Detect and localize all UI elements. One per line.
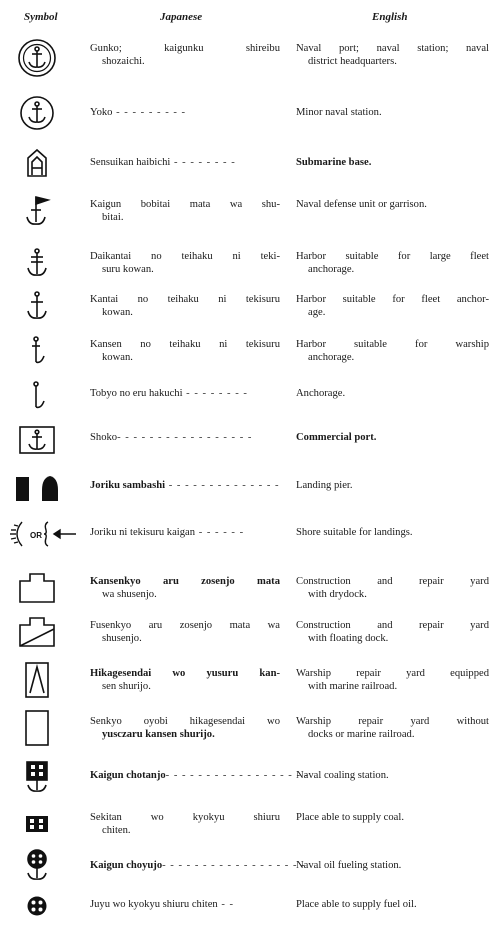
english-term: Naval coaling station. (296, 770, 389, 781)
english-term-continued: age. (308, 306, 326, 318)
english-term: Landing pier. (296, 480, 353, 491)
legend-row (0, 95, 500, 131)
legend-row (0, 516, 500, 552)
english-term: Harbor suitable for fleet anchor- (296, 294, 489, 305)
legend-row (0, 470, 500, 506)
symbol-column-header: Symbol (24, 11, 58, 23)
naval-port-icon (12, 40, 62, 76)
legend-row (0, 145, 500, 181)
legend-row (0, 614, 500, 650)
english-term: Place able to supply coal. (296, 812, 404, 823)
english-term: Warship repair yard equipped (296, 668, 489, 679)
marine-railroad-yard-icon (12, 660, 62, 700)
english-term-continued: district headquarters. (308, 55, 397, 67)
english-term-continued: with floating dock. (308, 632, 389, 644)
japanese-term: Joriku ni tekisuru kaigan - - - - - - (90, 527, 245, 538)
japanese-term: Senkyo oyobi hikagesendai wo (90, 716, 280, 727)
english-term: Commercial port. (296, 432, 377, 443)
japanese-term: Yoko - - - - - - - - - (90, 107, 187, 118)
japanese-term: Kansen no teihaku ni tekisuru (90, 339, 280, 350)
japanese-term: Hikagesendai wo yusuru kan- (90, 668, 280, 679)
simple-anchor-icon (12, 378, 62, 414)
floating-dock-yard-icon (12, 614, 62, 650)
japanese-term: Sensuikan haibichi - - - - - - - - (90, 157, 236, 168)
legend-row (0, 193, 500, 229)
english-term: Warship repair yard without (296, 716, 489, 727)
legend-row (0, 245, 500, 281)
english-term: Construction and repair yard (296, 576, 489, 587)
japanese-term-continued: bitai. (102, 211, 124, 223)
japanese-term: Sekitan wo kyokyu shiuru (90, 812, 280, 823)
drydock-yard-icon (12, 570, 62, 606)
japanese-term-continued: kowan. (102, 306, 133, 318)
coal-supply-icon (12, 806, 62, 842)
japanese-term-continued: wa shusenjo. (102, 588, 157, 600)
legend-row (0, 848, 500, 884)
table-header (0, 8, 500, 26)
legend-row (0, 333, 500, 369)
legend-row (0, 760, 500, 796)
boxed-anchor-icon (12, 422, 62, 458)
japanese-term-continued: sen shurijo. (102, 680, 151, 692)
japanese-term: Kansenkyo aru zosenjo mata (90, 576, 280, 587)
english-term: Submarine base. (296, 157, 372, 168)
legend-row (0, 806, 500, 842)
english-term: Naval defense unit or garrison. (296, 199, 427, 210)
japanese-term-continued: yusczaru kansen shurijo. (102, 728, 215, 740)
minor-naval-station-icon (12, 95, 62, 131)
english-term: Minor naval station. (296, 107, 382, 118)
english-term-continued: anchorage. (308, 351, 355, 363)
japanese-term: Tobyo no eru hakuchi - - - - - - - - (90, 388, 248, 399)
japanese-term-continued: chiten. (102, 824, 131, 836)
japanese-term-continued: shusenjo. (102, 632, 142, 644)
shore-landing-icon (6, 516, 78, 552)
japanese-term: Daikantai no teihaku ni teki- (90, 251, 280, 262)
oil-fueling-station-icon (12, 848, 62, 884)
japanese-term-continued: suru kowan. (102, 263, 154, 275)
legend-row (0, 288, 500, 324)
anchor-icon (12, 288, 62, 324)
english-term-continued: docks or marine railroad. (308, 728, 415, 740)
legend-row (0, 40, 500, 76)
legend-row (0, 708, 500, 748)
legend-row (0, 378, 500, 414)
single-fluke-anchor-icon (12, 333, 62, 369)
flag-anchor-icon (12, 193, 62, 229)
japanese-term: Kaigun bobitai mata wa shu- (90, 199, 280, 210)
english-term: Harbor suitable for large fleet (296, 251, 489, 262)
english-term-continued: with marine railroad. (308, 680, 398, 692)
japanese-term: Juyu wo kyokyu shiuru chiten - - (90, 899, 235, 910)
or-label: OR (30, 531, 42, 540)
legend-row (0, 422, 500, 458)
japanese-term: Fusenkyo aru zosenjo mata wa (90, 620, 280, 631)
japanese-term-continued: shozaichi. (102, 55, 145, 67)
legend-row (0, 888, 500, 924)
fuel-oil-supply-icon (12, 888, 62, 924)
english-term: Place able to supply fuel oil. (296, 899, 417, 910)
repair-yard-icon (12, 708, 62, 748)
english-term: Shore suitable for landings. (296, 527, 413, 538)
japanese-term: Joriku sambashi - - - - - - - - - - - - - - (90, 480, 280, 491)
english-term: Naval port; naval station; naval (296, 43, 489, 54)
submarine-base-icon (12, 145, 62, 181)
japanese-term: Shoko- - - - - - - - - - - - - - - - - (90, 432, 253, 443)
english-term: Construction and repair yard (296, 620, 489, 631)
english-term: Naval oil fueling station. (296, 860, 402, 871)
japanese-term: Kantai no teihaku ni tekisuru (90, 294, 280, 305)
japanese-term: Gunko; kaigunku shireibu (90, 43, 280, 54)
legend-row (0, 660, 500, 700)
english-term: Harbor suitable for warship (296, 339, 489, 350)
english-term: Anchorage. (296, 388, 346, 399)
japanese-term: Kaigun choyujo- - - - - - - - - - - - - - - - - - (90, 860, 306, 871)
japanese-term: Kaigun chotanjo- - - - - - - - - - - - - - - - - - (90, 770, 310, 781)
legend-row (0, 570, 500, 606)
landing-pier-icon (12, 470, 62, 506)
japanese-term-continued: kowan. (102, 351, 133, 363)
double-bar-anchor-icon (12, 245, 62, 281)
english-column-header: English (372, 11, 408, 23)
coaling-station-icon (12, 760, 62, 796)
english-term-continued: anchorage. (308, 263, 355, 275)
japanese-column-header: Japanese (160, 11, 203, 23)
english-term-continued: with drydock. (308, 588, 367, 600)
